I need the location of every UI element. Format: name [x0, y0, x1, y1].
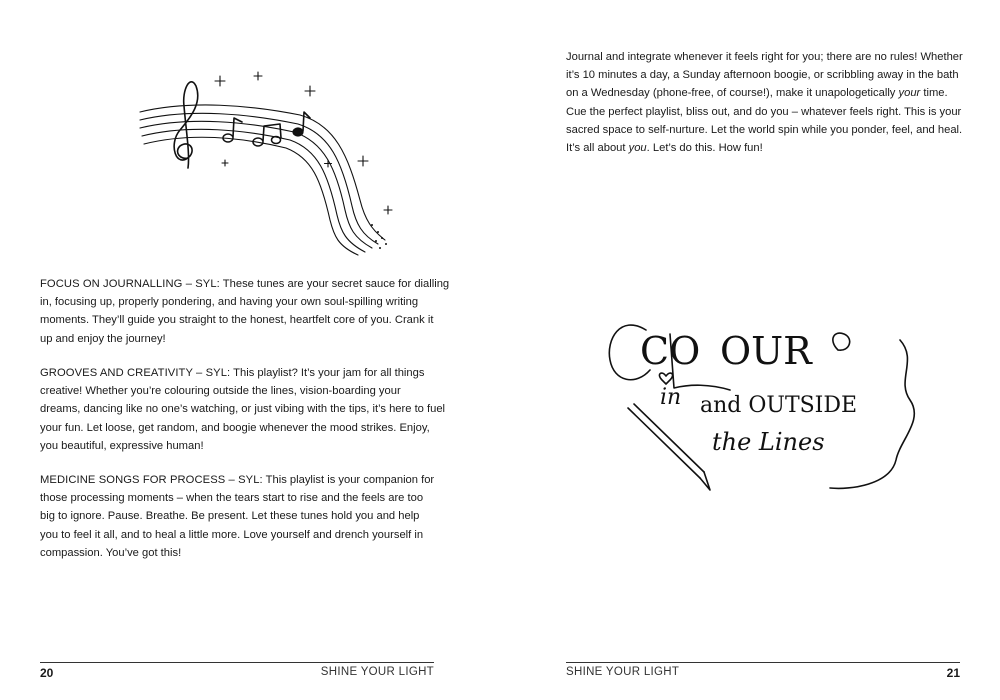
- intro-text: It’s all about: [566, 142, 629, 155]
- section-line: in, focusing up, properly pondering, and having your own soul-spilling writing: [40, 296, 419, 309]
- section-heading: MEDICINE SONGS FOR PROCESS – SYL:: [40, 474, 263, 486]
- section-line: creative! Whether you’re colouring outside the lines, vision-boarding your: [40, 385, 401, 398]
- section-line: you to feel it all, and to heal a little more. Love yourself and drench yourself in: [40, 528, 424, 541]
- section-line: dreams, dancing like no one’s watching, or just vibing with the tips, it’s here to fuel: [40, 403, 446, 416]
- section-line: [40, 364, 470, 382]
- page-number: 20: [40, 666, 54, 680]
- footer-left: [40, 662, 434, 681]
- intro-line: sacred space to self-nurture. Let the world spin while you ponder, feel, and heal.: [566, 123, 963, 136]
- footer-right: [566, 662, 960, 681]
- intro-emphasis: you: [628, 142, 647, 155]
- paintbrush-icon: [628, 404, 710, 490]
- section-heading: GROOVES AND CREATIVITY – SYL:: [40, 367, 231, 379]
- running-title: SHINE YOUR LIGHT: [320, 666, 434, 678]
- section-text: This playlist is your companion for: [265, 474, 435, 486]
- intro-line: [566, 84, 986, 102]
- intro-line: Cue the perfect playlist, bliss out, and do you – whatever feels right. This is your: [566, 105, 962, 118]
- section-line: your fun. Let loose, get random, and boogie whenever the mood strikes. Enjoy,: [40, 421, 430, 434]
- section-text: These tunes are your secret sauce for dialling: [222, 278, 450, 290]
- intro-line: it’s 10 minutes a day, a Sunday afternoon boogie, or scribbling away in the bath: [566, 69, 959, 82]
- running-title: SHINE YOUR LIGHT: [566, 666, 680, 678]
- artwork-word-in: in: [660, 385, 682, 410]
- intro-emphasis: your: [898, 87, 921, 100]
- section-line: big to ignore. Pause. Breathe. Be present. Let these tunes hold you and help: [40, 510, 420, 523]
- artwork-word-co: CO: [640, 329, 701, 373]
- section-line: [40, 471, 470, 489]
- intro-text: . Let’s do this. How fun!: [646, 142, 763, 155]
- section-grooves-and-creativity: [40, 364, 470, 455]
- section-line: up and enjoy the journey!: [40, 332, 166, 345]
- section-text: This playlist? It’s your jam for all things: [233, 367, 425, 379]
- section-line: those processing moments – when the tears start to rise and the feels are too: [40, 492, 424, 505]
- section-line: you beautiful, expressive human!: [40, 439, 204, 452]
- section-focus-on-journalling: [40, 275, 470, 348]
- intro-line: Journal and integrate whenever it feels right for you; there are no rules! Whether: [566, 51, 963, 63]
- section-line: moments. They’ll guide you straight to the honest, heartfelt core of you. Crank it: [40, 314, 434, 327]
- intro-line: [566, 139, 986, 157]
- artwork-word-the-lines: the Lines: [712, 428, 825, 456]
- section-line: [40, 275, 470, 293]
- section-heading: FOCUS ON JOURNALLING – SYL:: [40, 278, 220, 290]
- page-number: 21: [946, 666, 960, 680]
- right-page: [500, 0, 1000, 700]
- section-line: compassion. You’ve got this!: [40, 546, 182, 559]
- music-notes-illustration: [110, 60, 410, 260]
- section-medicine-songs: [40, 471, 470, 562]
- artwork-word-our: OUR: [720, 329, 812, 373]
- intro-paragraph: [566, 48, 986, 157]
- intro-text: on a Wednesday (phone-free, of course!), make it unapologetically: [566, 87, 899, 100]
- artwork-word-outside: and OUTSIDE: [700, 393, 858, 418]
- intro-text: time.: [920, 87, 948, 100]
- colour-outside-lines-artwork: [600, 300, 920, 510]
